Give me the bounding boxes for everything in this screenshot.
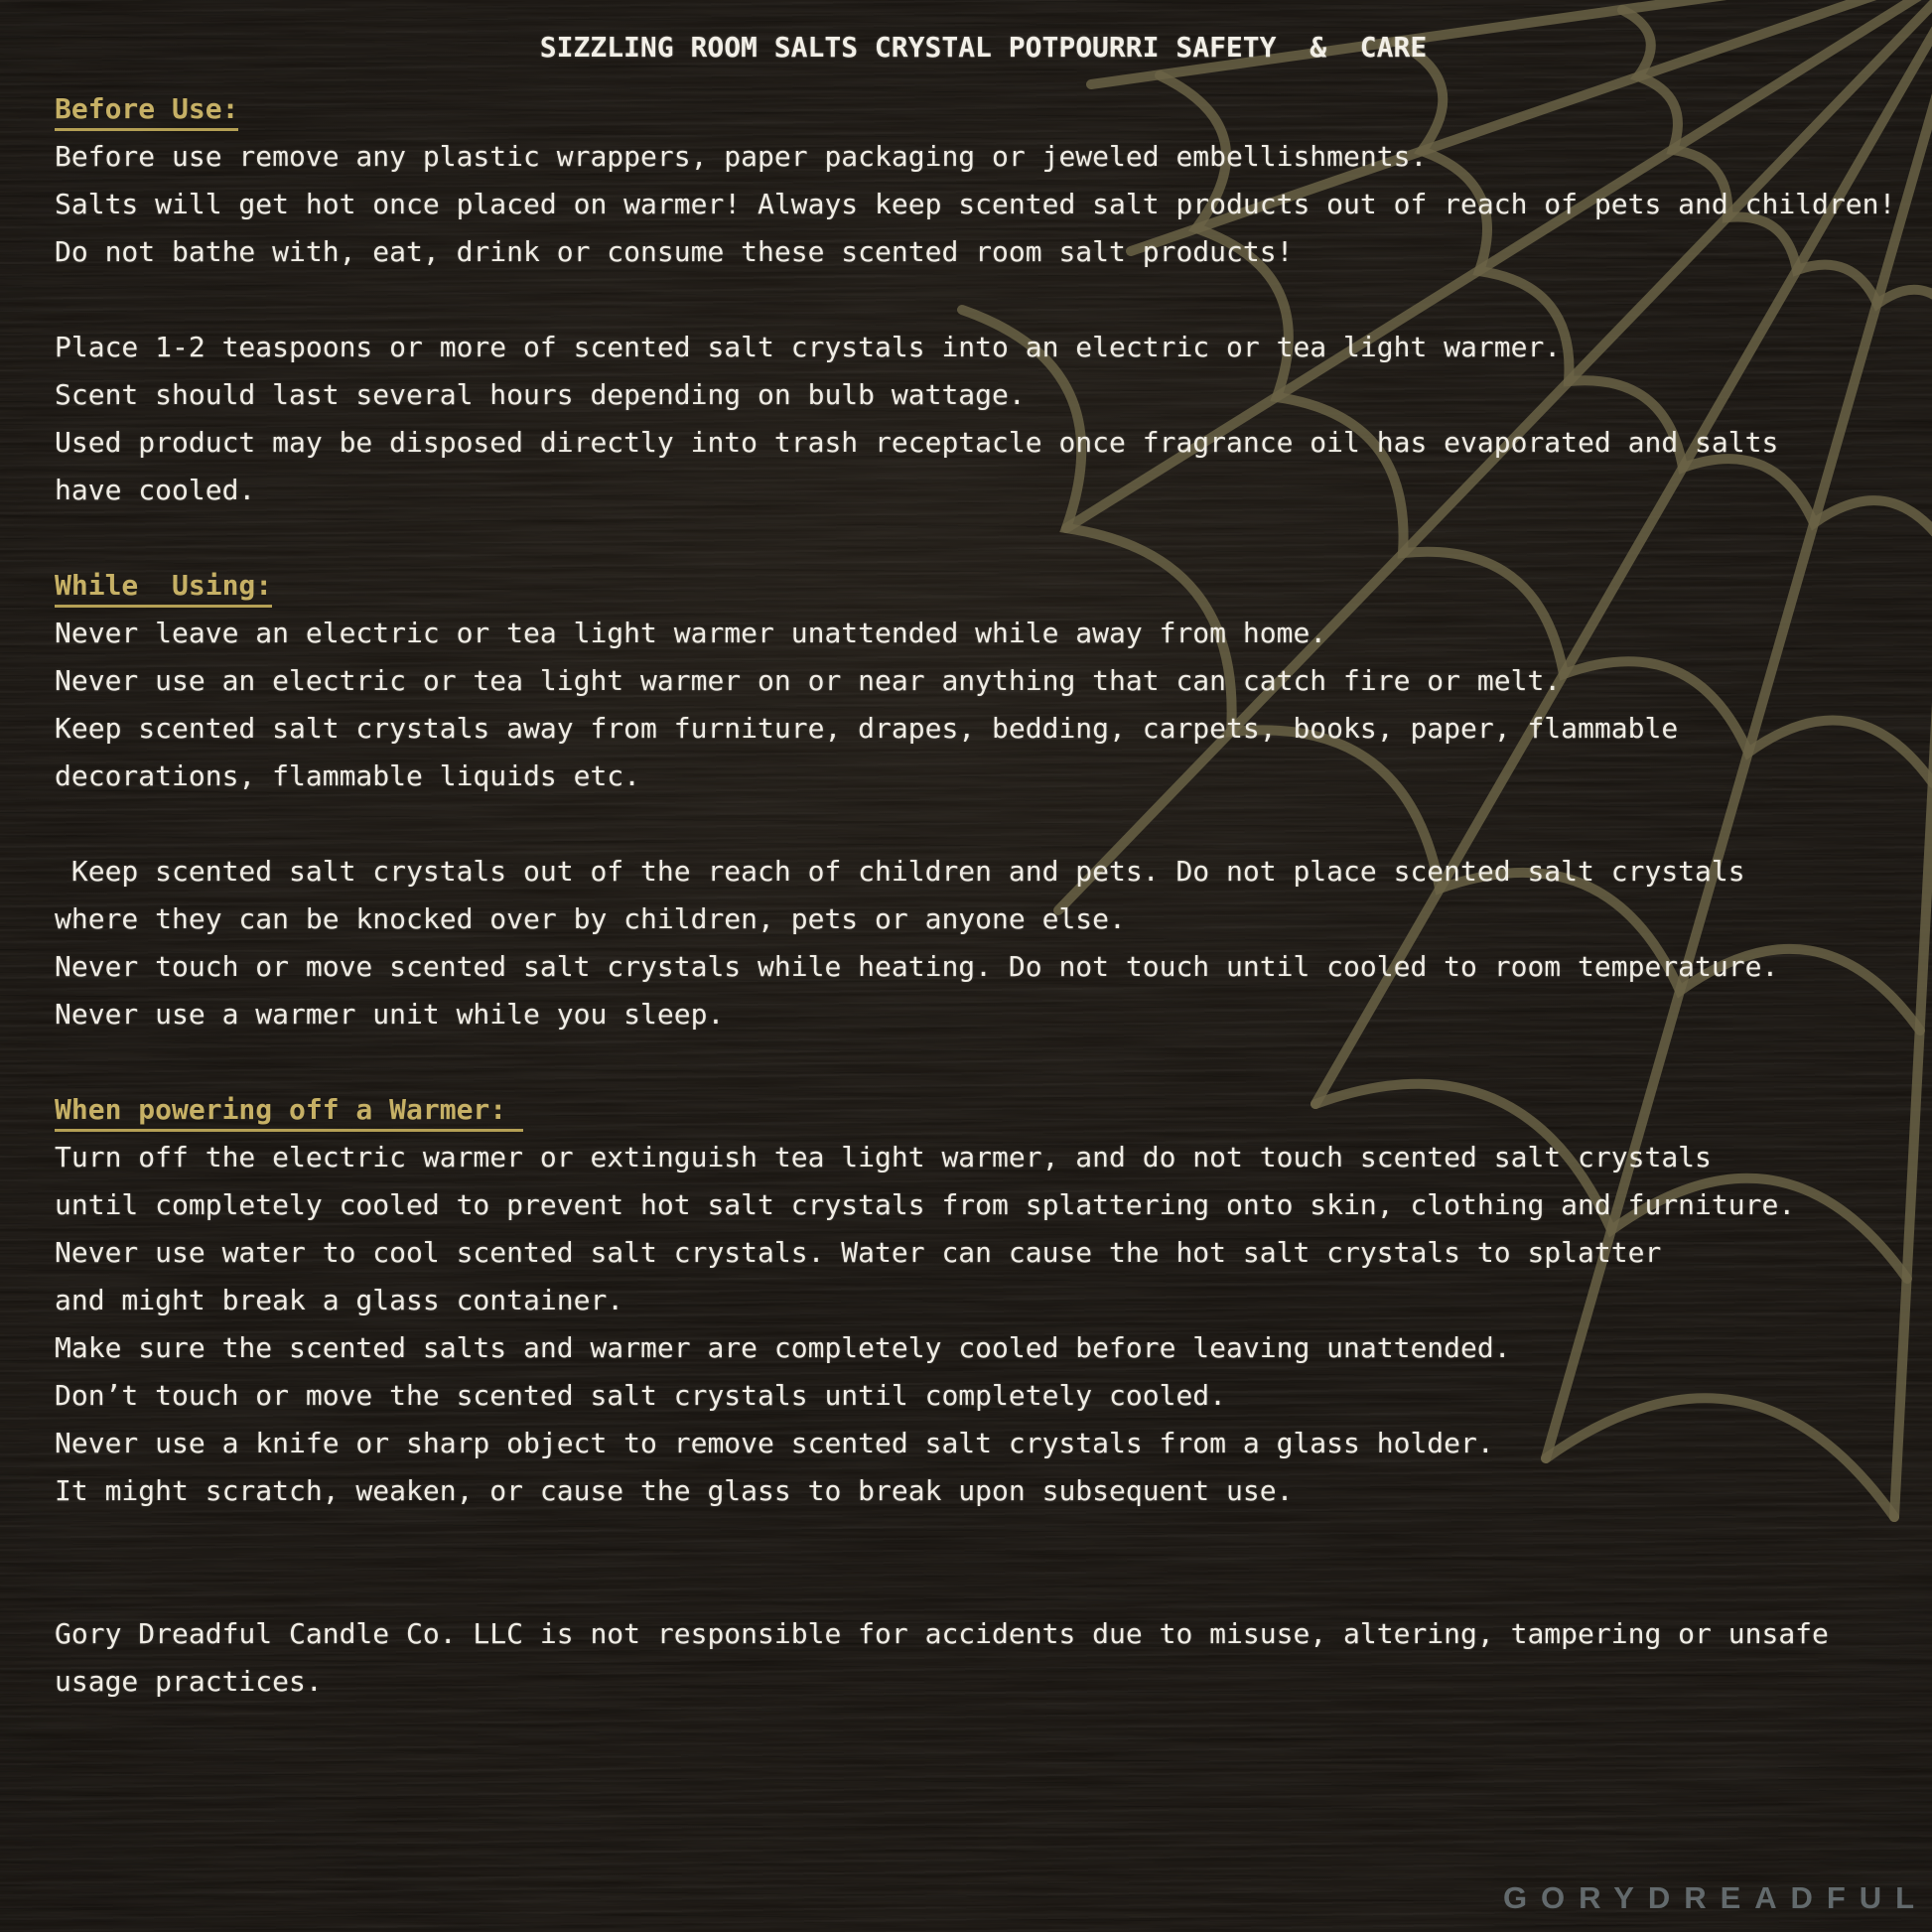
text-line: Don’t touch or move the scented salt crystals until completely cooled. xyxy=(55,1379,1227,1412)
text-line: Place 1-2 teaspoons or more of scented salt crystals into an electric or tea light warmer. xyxy=(55,331,1562,363)
brand-watermark: GORYDREADFUL xyxy=(1502,1880,1928,1915)
text-line: Turn off the electric warmer or extinguish tea light warmer, and do not touch scented salt crystals xyxy=(55,1141,1712,1173)
text-line: decorations, flammable liquids etc. xyxy=(55,759,641,792)
text-line: Never use a warmer unit while you sleep. xyxy=(55,998,725,1031)
text-line: It might scratch, weaken, or cause the glass to break upon subsequent use. xyxy=(55,1474,1294,1507)
text-line: where they can be knocked over by children, pets or anyone else. xyxy=(55,902,1126,935)
paragraph xyxy=(55,610,1912,800)
paragraph xyxy=(55,324,1912,514)
text-line: Gory Dreadful Candle Co. LLC is not responsible for accidents due to misuse, altering, tampering or unsafe xyxy=(55,1617,1829,1650)
text-line: Never use an electric or tea light warmer on or near anything that can catch fire or melt. xyxy=(55,664,1562,697)
card-body xyxy=(55,24,1912,1706)
paragraph xyxy=(55,133,1912,276)
text-line: Never leave an electric or tea light warmer unattended while away from home. xyxy=(55,617,1327,649)
text-line: Used product may be disposed directly into trash receptacle once fragrance oil has evaporated and salts xyxy=(55,426,1779,459)
text-line: Never use water to cool scented salt crystals. Water can cause the hot salt crystals to splatter xyxy=(55,1236,1662,1269)
text-line: have cooled. xyxy=(55,474,256,506)
paragraph xyxy=(55,1134,1912,1515)
text-line: Salts will get hot once placed on warmer! Always keep scented salt products out of reach of pets and children! xyxy=(55,188,1896,220)
page-title: SIZZLING ROOM SALTS CRYSTAL POTPOURRI SAFETY & CARE xyxy=(539,31,1428,64)
text-line: usage practices. xyxy=(55,1665,323,1698)
text-line: Scent should last several hours depending on bulb wattage. xyxy=(55,378,1026,411)
section-heading-while-using: While Using: xyxy=(55,562,1912,610)
text-line: Do not bathe with, eat, drink or consume these scented room salt products! xyxy=(55,235,1294,268)
text-line: and might break a glass container. xyxy=(55,1284,624,1316)
paragraph xyxy=(55,848,1912,1038)
section-heading-before-use: Before Use: xyxy=(55,85,1912,133)
text-line: Never touch or move scented salt crystals while heating. Do not touch until cooled to room temperature. xyxy=(55,950,1779,983)
text-line: Keep scented salt crystals away from furniture, drapes, bedding, carpets, books, paper, flammable xyxy=(55,712,1679,745)
text-line: Never use a knife or sharp object to remove scented salt crystals from a glass holder. xyxy=(55,1427,1494,1459)
text-line: Make sure the scented salts and warmer are completely cooled before leaving unattended. xyxy=(55,1331,1511,1364)
section-heading-powering-off: When powering off a Warmer: xyxy=(55,1086,1912,1134)
text-line: Keep scented salt crystals out of the reach of children and pets. Do not place scented salt crystals xyxy=(55,855,1745,888)
text-line: until completely cooled to prevent hot salt crystals from splattering onto skin, clothing and furniture. xyxy=(55,1188,1796,1221)
disclaimer xyxy=(55,1610,1912,1706)
text-line: Before use remove any plastic wrappers, paper packaging or jeweled embellishments. xyxy=(55,140,1428,173)
